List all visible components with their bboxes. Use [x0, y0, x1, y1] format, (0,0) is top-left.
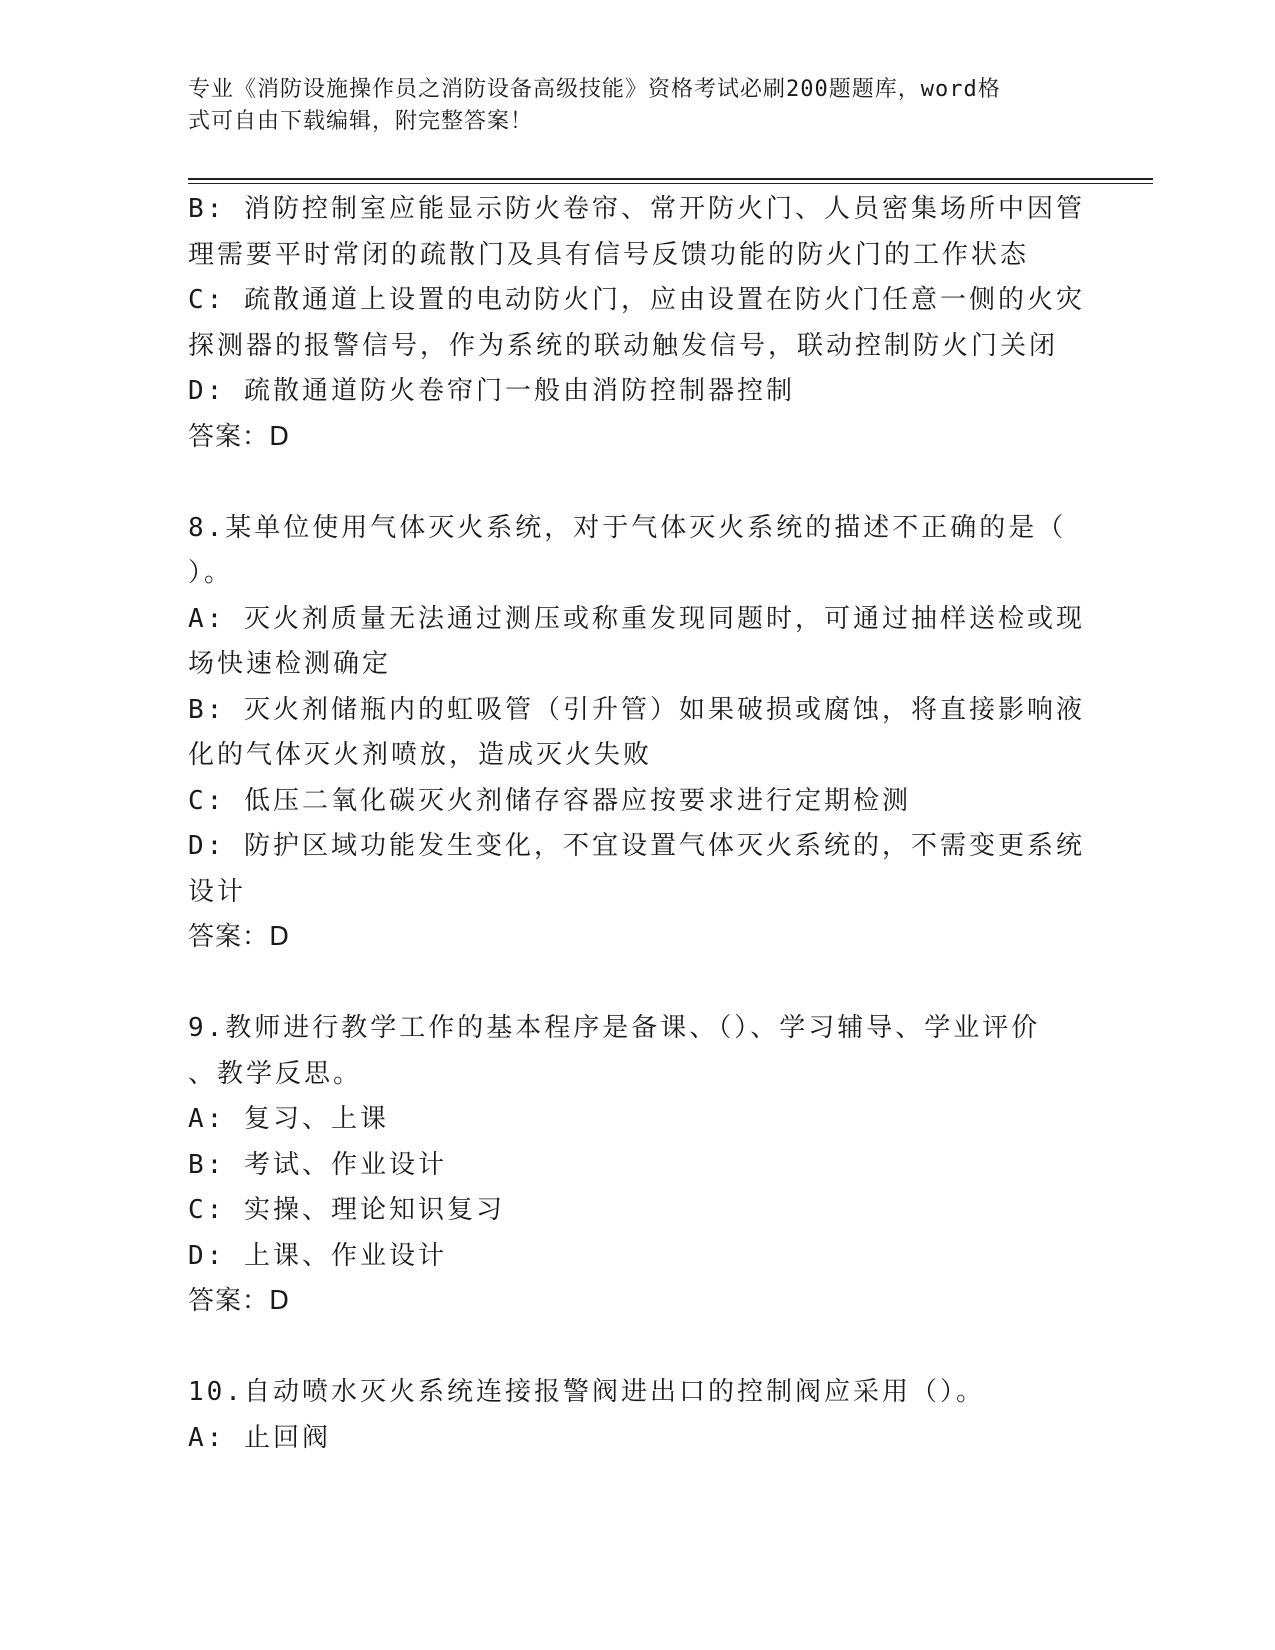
- stem-text: 8.某单位使用气体灭火系统，对于气体灭火系统的描述不正确的是（: [188, 512, 1067, 543]
- page-header: [188, 74, 1068, 138]
- stem-text: 10.自动喷水灭火系统连接报警阀进出口的控制阀应采用（）。: [188, 1377, 985, 1407]
- option-text: D: 防护区域功能发生变化，不宜设置气体灭火系统的，不需变更系统: [188, 831, 1085, 861]
- spacer: [188, 961, 1078, 1007]
- question-block: [188, 187, 1085, 460]
- answer-label: 答案：D: [188, 421, 291, 452]
- option-text: 化的气体灭火剂喷放，造成灭火失败: [188, 740, 653, 770]
- option-c: [188, 779, 1078, 825]
- option-c: C: 实操、理论知识复习: [188, 1195, 505, 1225]
- spacer: [188, 460, 1078, 506]
- question-stem: [188, 1006, 1078, 1097]
- answer-label: 答案：D: [188, 922, 291, 952]
- option-text: B: 灭火剂储瓶内的虹吸管（引升管）如果破损或腐蚀，将直接影响液: [188, 694, 1085, 725]
- option-d: D: 上课、作业设计: [188, 1240, 447, 1271]
- option-c: [188, 278, 1085, 369]
- stem-text: 、教学反思。: [188, 1058, 363, 1089]
- stem-text: 9.教师进行教学工作的基本程序是备课、（）、学习辅导、学业评价: [188, 1013, 1041, 1043]
- option-text: 理需要平时常闭的疏散门及具有信号反馈功能的防火门的工作状态: [188, 239, 1030, 270]
- question-stem: [188, 506, 1078, 597]
- header-divider-thin: [188, 183, 1153, 184]
- option-d: [188, 369, 1078, 415]
- option-text: C: 疏散通道上设置的电动防火门，应由设置在防火门任意一侧的火灾: [188, 285, 1085, 315]
- option-text: 场快速检测确定: [188, 649, 392, 679]
- option-a: A: 止回阀: [188, 1422, 331, 1453]
- spacer: [188, 1325, 1078, 1371]
- option-a: [188, 597, 1085, 688]
- option-d: [188, 824, 1085, 915]
- option-a: A: 复习、上课: [188, 1104, 389, 1134]
- header-line: 式可自由下载编辑，附完整答案！: [188, 109, 534, 134]
- question-block: [188, 1006, 1078, 1325]
- header-line: 专业《消防设施操作员之消防设备高级技能》资格考试必刷200题题库，word格: [188, 77, 1001, 102]
- header-divider: [188, 178, 1153, 180]
- answer-label: 答案：D: [188, 1286, 291, 1316]
- option-text: D: 疏散通道防火卷帘门一般由消防控制器控制: [188, 376, 795, 406]
- option-text: A: 灭火剂质量无法通过测压或称重发现同题时，可通过抽样送检或现: [188, 603, 1085, 634]
- stem-text: ）。: [188, 558, 234, 588]
- question-block: [188, 1370, 1078, 1461]
- question-block: [188, 506, 1085, 961]
- option-b: [188, 187, 1085, 278]
- option-text: 设计: [188, 876, 247, 907]
- option-text: B: 消防控制室应能显示防火卷帘、常开防火门、人员密集场所中因管: [188, 194, 1085, 224]
- option-text: 探测器的报警信号，作为系统的联动触发信号，联动控制防火门关闭: [188, 330, 1059, 361]
- option-b: B: 考试、作业设计: [188, 1149, 447, 1180]
- option-b: [188, 688, 1085, 779]
- document-body: [188, 187, 1085, 1461]
- option-text: C: 低压二氧化碳灭火剂储存容器应按要求进行定期检测: [188, 785, 911, 816]
